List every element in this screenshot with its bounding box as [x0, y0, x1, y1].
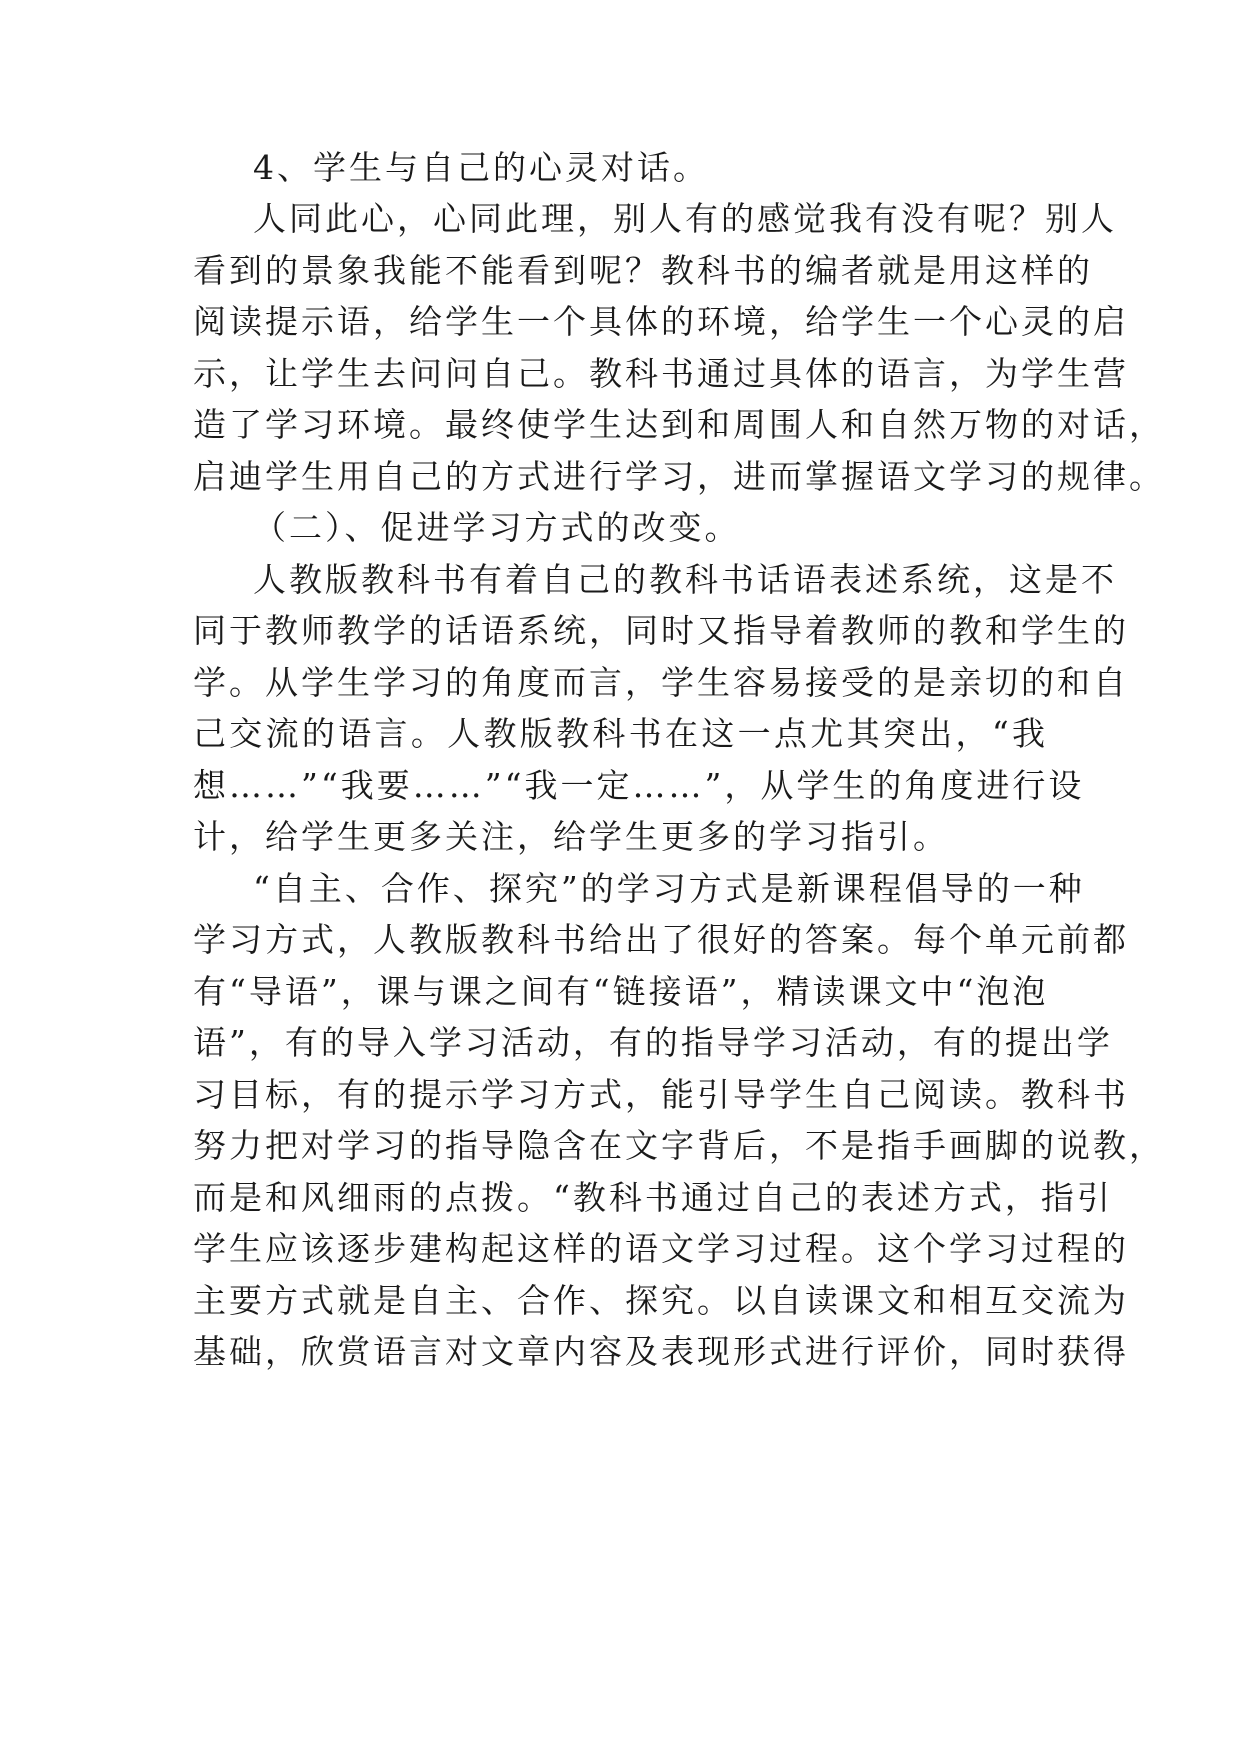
- paragraph-line: 启迪学生用自己的方式进行学习，进而掌握语文学习的规律。: [193, 457, 1165, 496]
- paragraph-line: 计，给学生更多关注，给学生更多的学习指引。: [193, 817, 949, 856]
- section-heading-2: （二）、促进学习方式的改变。: [253, 508, 741, 547]
- section-heading-4: 4、学生与自己的心灵对话。: [253, 148, 709, 187]
- paragraph-line: 看到的景象我能不能看到呢？教科书的编者就是用这样的: [193, 251, 1093, 290]
- paragraph-line: 有“导语”，课与课之间有“链接语”，精读课文中“泡泡: [193, 972, 1049, 1011]
- paragraph-line: “自主、合作、探究”的学习方式是新课程倡导的一种: [253, 869, 1085, 908]
- paragraph-line: 人教版教科书有着自己的教科书话语表述系统，这是不: [253, 560, 1117, 599]
- paragraph-line: 学生应该逐步建构起这样的语文学习过程。这个学习过程的: [193, 1229, 1129, 1268]
- paragraph-line: 造了学习环境。最终使学生达到和周围人和自然万物的对话，: [193, 405, 1165, 444]
- paragraph-line: 主要方式就是自主、合作、探究。以自读课文和相互交流为: [193, 1281, 1129, 1320]
- paragraph-line: 努力把对学习的指导隐含在文字背后，不是指手画脚的说教，: [193, 1126, 1165, 1165]
- paragraph-line: 学习方式，人教版教科书给出了很好的答案。每个单元前都: [193, 920, 1129, 959]
- paragraph-line: 习目标，有的提示学习方式，能引导学生自己阅读。教科书: [193, 1075, 1129, 1114]
- paragraph-line: 基础，欣赏语言对文章内容及表现形式进行评价，同时获得: [193, 1332, 1129, 1371]
- paragraph-line: 阅读提示语，给学生一个具体的环境，给学生一个心灵的启: [193, 302, 1129, 341]
- paragraph-line: 示，让学生去问问自己。教科书通过具体的语言，为学生营: [193, 354, 1129, 393]
- paragraph-line: 人同此心，心同此理，别人有的感觉我有没有呢？别人: [253, 199, 1117, 238]
- paragraph-line: 语”，有的导入学习活动，有的指导学习活动，有的提出学: [193, 1023, 1113, 1062]
- paragraph-line: 学。从学生学习的角度而言，学生容易接受的是亲切的和自: [193, 663, 1129, 702]
- paragraph-line: 想……”“我要……”“我一定……”，从学生的角度进行设: [193, 766, 1085, 805]
- paragraph-line: 而是和风细雨的点拨。“教科书通过自己的表述方式，指引: [193, 1178, 1113, 1217]
- paragraph-line: 己交流的语言。人教版教科书在这一点尤其突出，“我: [193, 714, 1048, 753]
- paragraph-line: 同于教师教学的话语系统，同时又指导着教师的教和学生的: [193, 611, 1129, 650]
